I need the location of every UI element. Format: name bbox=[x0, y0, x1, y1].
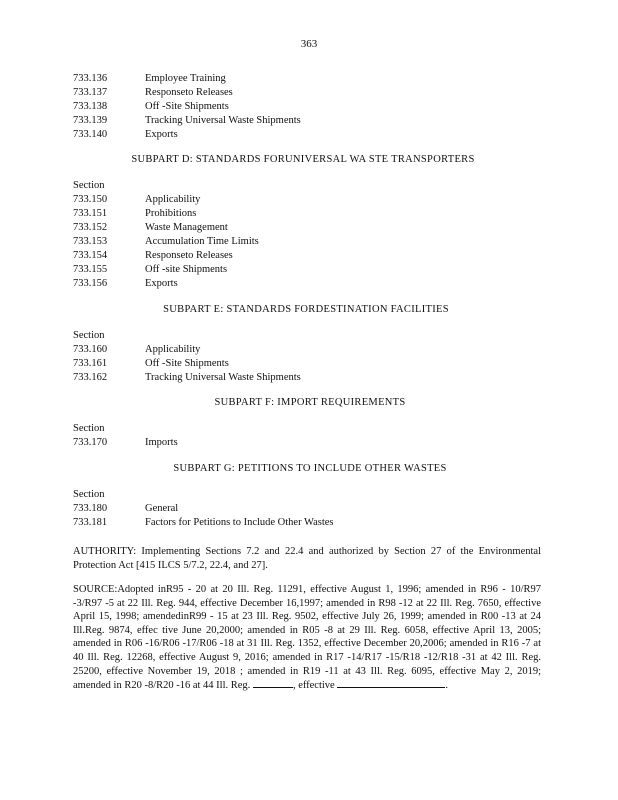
list-item bbox=[73, 223, 543, 237]
list-item bbox=[73, 88, 543, 102]
list-item bbox=[73, 518, 543, 532]
list-item bbox=[73, 102, 543, 116]
section-title: Factors for Petitions to Include Other Wastes bbox=[145, 517, 334, 528]
section-title: Imports bbox=[145, 437, 178, 448]
section-label: Section bbox=[73, 489, 105, 500]
list-item bbox=[73, 373, 543, 387]
list-item bbox=[73, 279, 543, 293]
section-number: 733.153 bbox=[73, 236, 108, 247]
subpart-g-list bbox=[73, 490, 543, 532]
section-title: Prohibitions bbox=[145, 208, 197, 219]
list-item bbox=[73, 345, 543, 359]
section-title: Employee Training bbox=[145, 73, 226, 84]
section-title: General bbox=[145, 503, 179, 514]
subpart-c-list bbox=[73, 74, 543, 144]
section-number: 733.137 bbox=[73, 87, 108, 98]
list-item bbox=[73, 237, 543, 251]
subpart-f-heading: SUBPART F: IMPORT REQUIREMENTS bbox=[214, 397, 406, 408]
section-title: Responseto Releases bbox=[145, 87, 233, 98]
page-number: 363 bbox=[300, 38, 318, 50]
section-number: 733.140 bbox=[73, 129, 108, 140]
section-number: 733.152 bbox=[73, 222, 108, 233]
subpart-d-heading: SUBPART D: STANDARDS FORUNIVERSAL WA STE TRANSPORTERS bbox=[131, 154, 475, 165]
list-item bbox=[73, 438, 543, 452]
section-label: Section bbox=[73, 180, 105, 191]
section-title: Waste Management bbox=[145, 222, 228, 233]
section-title: Responseto Releases bbox=[145, 250, 233, 261]
section-title: Tracking Universal Waste Shipments bbox=[145, 372, 301, 383]
list-item bbox=[73, 130, 543, 144]
list-item bbox=[73, 504, 543, 518]
source-note: SOURCE:Adopted inR95 - 20 at 20 Ill. Reg. 11291, effective August 1, 1996; amended in R96 - 10/R97 -3/R97 -5 at 22 Ill. Reg. 944, effective December 16,1997; amended in R98 -12 at 22 Ill. Reg. 7650, effective April 15, 1998; amendedinR99 - 15 at 23 Ill. Reg. 9502, effective July 26, 1999; amended in R00 -13 at 24 Ill.Reg. 9874, effec tive June 20,2000; amended in R05 -8 at 29 Ill. Reg. 6058, effective April 13, 2005; amended in R06 -16/R06 -17/R06 -18 at 31 Ill. Reg. 1352, effective December 20,2006; amended in R16 -7 at 40 Ill. Reg. 12268, effective August 9, 2016; amended in R17 -14/R17 -15/R18 -12/R18 -31 at 42 Ill. Reg. 25200, effective November 19, 2018 ; amended in R19 -11 at 43 Ill. Reg. 6095, effective May 2, 2019; amended in R20 -8/R20 -16 at 44 Ill. Reg. , effective . bbox=[73, 584, 541, 692]
section-number: 733.170 bbox=[73, 437, 108, 448]
section-number: 733.150 bbox=[73, 194, 108, 205]
blank-line bbox=[253, 678, 293, 688]
section-number: 733.136 bbox=[73, 73, 108, 84]
section-title: Applicability bbox=[145, 344, 201, 355]
list-item bbox=[73, 116, 543, 130]
section-number: 733.162 bbox=[73, 372, 108, 383]
section-title: Off -Site Shipments bbox=[145, 358, 229, 369]
section-title: Off -Site Shipments bbox=[145, 101, 229, 112]
subpart-e-list bbox=[73, 331, 543, 387]
subpart-g-heading: SUBPART G: PETITIONS TO INCLUDE OTHER WASTES bbox=[173, 463, 447, 474]
section-number: 733.138 bbox=[73, 101, 108, 112]
section-number: 733.180 bbox=[73, 503, 108, 514]
section-title: Exports bbox=[145, 129, 178, 140]
subpart-e-heading: SUBPART E: STANDARDS FORDESTINATION FACILITIES bbox=[163, 304, 449, 315]
section-number: 733.151 bbox=[73, 208, 108, 219]
section-label: Section bbox=[73, 423, 105, 434]
subpart-d-list bbox=[73, 181, 543, 293]
subpart-f-list bbox=[73, 424, 543, 452]
section-number: 733.154 bbox=[73, 250, 108, 261]
section-number: 733.181 bbox=[73, 517, 108, 528]
section-title: Exports bbox=[145, 278, 178, 289]
list-item bbox=[73, 74, 543, 88]
section-number: 733.161 bbox=[73, 358, 108, 369]
section-label: Section bbox=[73, 330, 105, 341]
section-title: Tracking Universal Waste Shipments bbox=[145, 115, 301, 126]
authority-note: AUTHORITY: Implementing Sections 7.2 and 22.4 and authorized by Section 27 of the Environmental Protection Act [415 ILCS 5/7.2, 22.4, and 27]. bbox=[73, 546, 541, 571]
section-number: 733.160 bbox=[73, 344, 108, 355]
list-item bbox=[73, 209, 543, 223]
source-effective: effective bbox=[298, 680, 335, 692]
list-item bbox=[73, 265, 543, 279]
list-item bbox=[73, 251, 543, 265]
section-number: 733.156 bbox=[73, 278, 108, 289]
section-number: 733.155 bbox=[73, 264, 108, 275]
section-title: Off -site Shipments bbox=[145, 264, 228, 275]
list-item bbox=[73, 359, 543, 373]
section-number: 733.139 bbox=[73, 115, 108, 126]
list-item bbox=[73, 195, 543, 209]
blank-line bbox=[337, 678, 445, 688]
section-title: Accumulation Time Limits bbox=[145, 236, 259, 247]
section-title: Applicability bbox=[145, 194, 201, 205]
source-text: SOURCE:Adopted inR95 - 20 at 20 Ill. Reg. 11291, effective August 1, 1996; amended in R96 - 10/R97 -3/R97 -5 at 22 Ill. Reg. 944, effective December 16,1997; amended in R98 -12 at 22 Ill. Reg. 7650, effective April 15, 1998; amendedinR99 - 15 at 23 Ill. Reg. 9502, effective July 26, 1999; amended in R00 -13 at 24 Ill.Reg. 9874, effec tive June 20,2000; amended in R05 -8 at 29 Ill. Reg. 6058, effective April 13, 2005; amended in R06 -16/R06 -17/R06 -18 at 31 Ill. Reg. 1352, effective December 20,2006; amended in R16 -7 at 40 Ill. Reg. 12268, effective August 9, 2016; amended in R17 -14/R17 -15/R18 -12/R18 -31 at 42 Ill. Reg. 25200, effective November 19, 2018 ; amended in R19 -11 at 43 Ill. Reg. 6095, effective May 2, 2019; amended in R20 -8/R20 -16 at 44 Ill. Reg. bbox=[73, 584, 541, 692]
